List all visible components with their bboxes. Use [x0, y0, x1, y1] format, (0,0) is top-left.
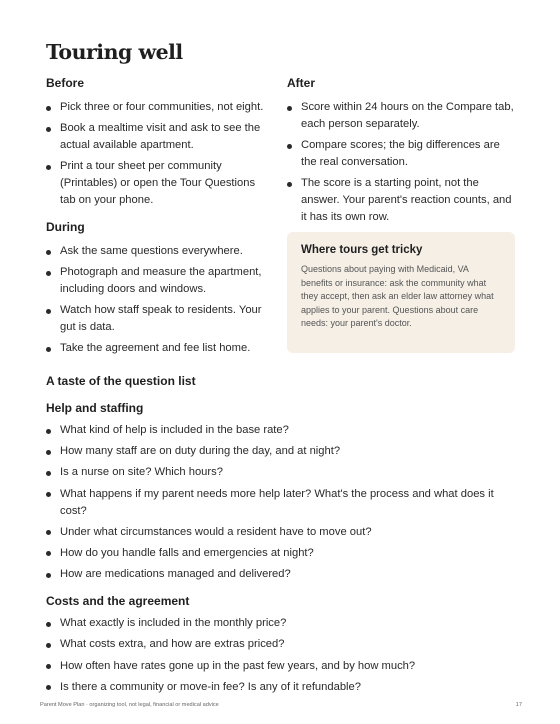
page-number: 17	[515, 702, 522, 708]
tricky-tours-callout	[287, 232, 515, 353]
question-list-section	[46, 374, 516, 700]
list-item: How many staff are on duty during the day, and at night?	[46, 443, 516, 460]
list-item: Is there a community or move-in fee? Is any of it refundable?	[46, 679, 516, 696]
before-list	[46, 99, 271, 209]
list-item: What happens if my parent needs more help later? What's the process and what does it cost?	[46, 486, 516, 520]
before-during-column	[46, 76, 271, 361]
list-item: Watch how staff speak to residents. Your gut is data.	[46, 302, 271, 336]
question-list-heading: A taste of the question list	[46, 374, 196, 388]
list-item: How are medications managed and delivered?	[46, 566, 516, 583]
callout-title: Where tours get tricky	[301, 244, 423, 256]
page-title: Touring well	[46, 40, 183, 64]
list-item: Print a tour sheet per community (Printables) or open the Tour Questions tab on your phone.	[46, 158, 271, 209]
after-heading: After	[287, 76, 316, 90]
help-staffing-list	[46, 422, 516, 583]
list-item: What kind of help is included in the base rate?	[46, 422, 516, 439]
list-item: What costs extra, and how are extras priced?	[46, 636, 516, 653]
footer-text: Parent Move Plan · organizing tool, not legal, financial or medical advice	[40, 702, 219, 708]
list-item: Pick three or four communities, not eight.	[46, 99, 271, 116]
list-item: Photograph and measure the apartment, including doors and windows.	[46, 264, 271, 298]
list-item: What exactly is included in the monthly price?	[46, 615, 516, 632]
list-item: How do you handle falls and emergencies at night?	[46, 545, 516, 562]
list-item: Under what circumstances would a resident have to move out?	[46, 524, 516, 541]
list-item: Take the agreement and fee list home.	[46, 340, 271, 357]
before-heading: Before	[46, 76, 85, 90]
list-item: Is a nurse on site? Which hours?	[46, 464, 516, 481]
list-item: The score is a starting point, not the answer. Your parent's reaction counts, and it has its own row.	[287, 175, 517, 226]
costs-list	[46, 615, 516, 696]
list-item: Book a mealtime visit and ask to see the actual available apartment.	[46, 120, 271, 154]
list-item: Compare scores; the big differences are the real conversation.	[287, 137, 517, 171]
list-item: Ask the same questions everywhere.	[46, 243, 271, 260]
after-column	[287, 76, 517, 230]
list-item: How often have rates gone up in the past few years, and by how much?	[46, 658, 516, 675]
after-list	[287, 99, 517, 226]
costs-heading: Costs and the agreement	[46, 594, 190, 609]
help-staffing-heading: Help and staffing	[46, 401, 144, 415]
page-footer	[40, 702, 522, 708]
callout-body: Questions about paying with Medicaid, VA benefits or insurance: ask the community what they accept, then ask an elder law attorney what applies to your parent. Questions about care needs: your parent's doctor.	[301, 264, 494, 328]
during-heading: During	[46, 220, 85, 234]
during-list	[46, 243, 271, 357]
list-item: Score within 24 hours on the Compare tab, each person separately.	[287, 99, 517, 133]
